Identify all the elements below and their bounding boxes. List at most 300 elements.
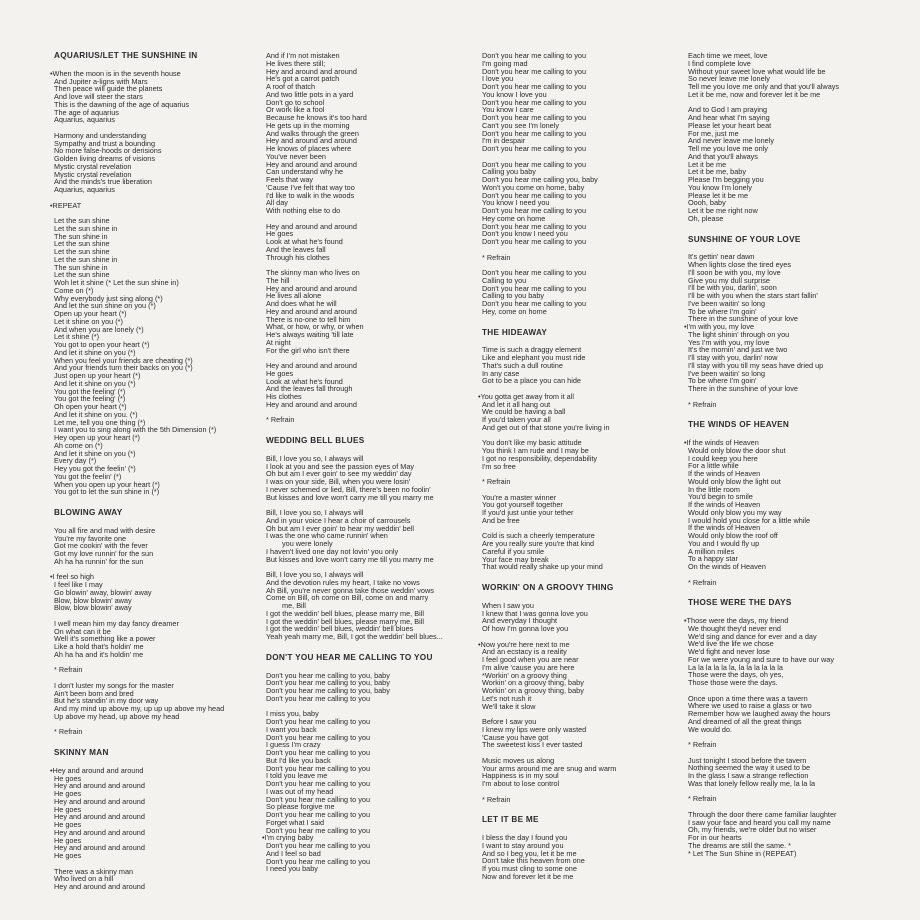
lyric-line: All day (266, 198, 288, 208)
lyric-line: Don't you hear me calling to you (266, 763, 371, 773)
lyric-line: Your arms around me are snug and warm (482, 763, 617, 773)
lyric-line: A million miles (688, 546, 735, 556)
lyric-line: Don't you hear me calling to you (266, 841, 371, 850)
lyric-line: He lives all alone (266, 291, 322, 301)
stanza (50, 217, 255, 496)
lyric-line: Of how I'm gonna love you (482, 624, 569, 633)
lyric-line: •You gotta get away from it all (478, 391, 574, 401)
lyric-line: Don't you hear me calling to you, baby (266, 686, 390, 695)
lyric-line: I'll stay with you till my seas have dried up (688, 360, 824, 370)
lyric-line: To be where I'm goin' (688, 306, 757, 316)
lyric-line: Don't you hear me calling to you (482, 82, 587, 91)
lyric-line: I knew my lips were only wasted (482, 724, 587, 734)
lyric-line: Sympathy and trust a bounding (54, 138, 156, 148)
lyric-line: I'm going mad (482, 58, 528, 68)
lyric-line: If you'd taken your all (482, 415, 551, 424)
lyric-line: Workin' on a groovy thing, baby (482, 678, 584, 688)
lyric-line: And the devotion rules my heart, I take no vows (266, 577, 420, 587)
lyric-line: Let it be me, baby (688, 167, 747, 177)
lyric-line: The sun shine in (54, 262, 108, 272)
lyric-line: Forget what I said (266, 817, 324, 827)
lyric-line: Now and forever let it be me (482, 871, 574, 881)
lyric-line: And so I beg you, let it be me (482, 848, 577, 858)
lyric-line: I was out of my head (266, 786, 334, 796)
lyric-line: If the winds of Heaven (688, 523, 761, 533)
lyric-line: When you feel your friends are cheating (*) (54, 355, 193, 365)
lyric-line: Let it be me (688, 159, 727, 169)
stanza (50, 682, 255, 721)
lyric-line: I never schemed or lied, Bill, there's been no foolin' (266, 484, 431, 494)
stanza (478, 796, 680, 804)
stanza (478, 393, 680, 432)
lyric-line: Calling you baby (482, 167, 536, 177)
song-title: WORKIN' ON A GROOVY THING (482, 583, 614, 592)
lyric-line: There was a skinny man (54, 866, 134, 876)
lyric-line: If the winds of Heaven (688, 500, 761, 509)
lyric-line: But I'd like you back (266, 755, 331, 765)
lyric-line: Well it's something like a power (54, 634, 156, 644)
lyric-line: Oh, my friends, we're older but no wiser (688, 825, 817, 835)
lyric-line: Harmony and understanding (54, 130, 147, 140)
song-title: LET IT BE ME (482, 815, 539, 825)
stanza (262, 223, 477, 262)
lyric-line: And to God I am praying (688, 105, 768, 115)
lyric-line: The sun shine in (54, 231, 108, 241)
lyric-line: * Refrain (688, 794, 717, 804)
lyric-line: Calling to you (482, 275, 527, 285)
lyric-line: I feel like I may (54, 580, 103, 589)
lyric-line: I want to stay around you (482, 840, 564, 850)
lyric-line: And does what he will (266, 299, 337, 308)
lyric-line: Let it shine on you (*) (54, 316, 123, 326)
lyric-line: And when you are lonely (*) (54, 324, 144, 334)
lyric-line: It's the mornin' and just we two (688, 345, 788, 355)
lyric-line: So never leave me lonely (688, 74, 770, 84)
lyric-line: And the minds's true liberation (54, 177, 152, 187)
lyric-line: Hey, come on home (482, 306, 547, 316)
lyric-line: I saw your face and heard you call my name (688, 817, 831, 827)
lyric-line: Don't you hear me calling to you (266, 779, 371, 788)
stanza (262, 416, 477, 424)
lyric-line: Bill, I love you so, I always will (266, 570, 364, 579)
lyric-line: * Refrain (688, 740, 717, 749)
lyric-line: We'd live the life we chose (688, 639, 774, 649)
lyric-line: Don't you hear me calling to you, baby (266, 678, 390, 688)
lyric-line: Just open up your heart (*) (54, 371, 141, 380)
song-title: WEDDING BELL BLUES (266, 436, 365, 445)
lyric-line: He goes (54, 773, 82, 783)
lyrics-column-1 (50, 52, 255, 899)
lyric-line: I was on your side, Bill, when you were losin' (266, 477, 411, 486)
lyric-line: * Refrain (688, 577, 717, 587)
lyric-line: He gets up in the morning (266, 120, 350, 130)
song-title: DON'T YOU HEAR ME CALLING TO YOU (266, 652, 433, 662)
stanza (478, 254, 680, 262)
lyric-line: Can understand why he (266, 167, 344, 177)
lyric-line: Don't go to school (266, 97, 325, 107)
lyric-line: •When the moon is in the seventh house (50, 68, 181, 78)
lyric-line: In any case (482, 368, 520, 378)
lyric-line: Don't you hear me calling to you (266, 748, 371, 757)
lyric-line: * Refrain (482, 477, 511, 486)
lyric-line: Hey and around and around (266, 399, 357, 409)
lyric-line: I'll be with you, darlin', soon (688, 283, 777, 293)
lyric-line: Hey you got the feelin' (*) (54, 464, 136, 473)
lyric-line: This is the dawning of the age of aquarius (54, 99, 190, 109)
lyric-line: He goes (54, 820, 82, 829)
lyric-line: Was that lonely fellow really me, la la la (688, 778, 816, 788)
lyric-line: Cold is such a cheerly temperature (482, 531, 595, 541)
lyric-line: Would only blow the door shut (688, 445, 786, 455)
lyric-line: For we were young and sure to have our way (688, 654, 835, 664)
lyric-line: Woh let it shine (* Let the sun shine in) (54, 278, 179, 287)
stanza (262, 455, 477, 502)
lyric-line: I'll soon be with you, my love (688, 267, 781, 277)
lyric-line: Let it shine (*) (54, 332, 100, 342)
stanza (50, 573, 255, 612)
lyric-line: Blow, blow blowin' away (54, 595, 132, 605)
lyric-line: Come on (*) (54, 285, 94, 295)
lyric-line: I bless the day I found you (482, 833, 568, 842)
stanza (684, 795, 904, 803)
lyric-line: •Now you're here next to me (478, 639, 570, 649)
lyric-line: And Jupiter a-ligns with Mars (54, 76, 148, 86)
lyric-line: For the girl who isn't there (266, 345, 350, 355)
lyric-line: Ah ha ha runnin' for the sun (54, 556, 144, 566)
lyric-line: He goes (54, 804, 82, 814)
lyric-line: Why everybody just sing along (*) (54, 293, 163, 303)
lyric-line: And let it all hang out (482, 399, 551, 409)
lyric-line: Where we used to raise a glass or two (688, 701, 812, 711)
lyric-line: Bill, I love you so, I always will (266, 453, 364, 463)
stanza (262, 362, 477, 409)
lyric-line: Ain't been born and bred (54, 688, 134, 698)
lyric-line: Don't you hear me calling to you (266, 693, 371, 703)
lyric-line: Don't you hear me calling to you (266, 732, 371, 742)
lyric-line: Got to be a place you can hide (482, 376, 581, 386)
lyric-line: Just tonight I stood before the tavern (688, 755, 807, 765)
lyric-line: He goes (54, 835, 82, 845)
lyric-line: And be free (482, 515, 520, 525)
lyric-line: If the winds of Heaven (688, 469, 761, 478)
lyric-line: We'll take it slow (482, 701, 536, 711)
lyric-line: Golden living dreams of visions (54, 154, 155, 163)
lyric-line: Would only blow you my way (688, 507, 782, 517)
lyric-line: You got the feeling' (*) (54, 386, 126, 396)
lyric-line: I guess I'm crazy (266, 740, 321, 750)
lyric-line: Would only blow the light out (688, 476, 781, 486)
lyric-line: Let me, tell you one thing (*) (54, 417, 146, 427)
lyric-line: Oh but am I ever goin' to hear my weddin' bell (266, 523, 414, 533)
lyric-line: Hey and around and around (266, 136, 357, 146)
lyric-line: Hey and around and around (266, 66, 357, 76)
lyric-line: Like a hold that's holdin' me (54, 642, 144, 651)
lyric-line: Let's not rush it (482, 693, 532, 703)
lyric-line: * Refrain (54, 665, 83, 675)
lyric-line: And two little pots in a yard (266, 89, 354, 99)
lyric-line: I could keep you here (688, 453, 758, 463)
lyric-line: I'm about to lose control (482, 779, 560, 788)
lyric-line: Ah come on (*) (54, 440, 103, 450)
lyric-line: He goes (266, 229, 294, 239)
lyric-line: Who lived on a hill (54, 874, 114, 884)
lyric-line: Don't you hear me calling to you, baby (266, 670, 390, 680)
lyric-line: Hey and around and around (54, 781, 145, 791)
stanza (684, 253, 904, 393)
lyric-line: We would do. (688, 724, 733, 734)
stanza (262, 710, 477, 873)
lyric-line: Don't you hear me calling to you (266, 810, 371, 819)
lyric-line: And let it shine on you. (*) (54, 409, 138, 419)
lyric-line: We could be having a ball (482, 407, 566, 417)
stanza (684, 52, 904, 99)
lyric-line: I don't luster my songs for the master (54, 680, 174, 690)
lyric-line: You know I love you (482, 89, 547, 99)
stanza (262, 269, 477, 354)
lyric-line: And let it shine on you (*) (54, 378, 136, 388)
lyric-line: Feels that way (266, 175, 314, 184)
lyric-line: Don't you hear me calling to you (482, 66, 587, 76)
lyric-line: Through the door there came familiar laughter (688, 809, 837, 819)
lyric-line: Your face may break (482, 554, 549, 564)
lyric-line: You know I'm lonely (688, 182, 752, 192)
stanza (50, 666, 255, 674)
lyric-line: Let the sun shine (54, 239, 110, 249)
lyric-line: Don't you hear me calling to you (482, 97, 587, 107)
song-title: THE WINDS OF HEAVEN (688, 420, 790, 430)
lyric-line: And if I'm not mistaken (266, 51, 340, 60)
lyric-line: Hey and around and around (266, 159, 357, 169)
lyric-line: Don't you hear me calling to you (482, 159, 587, 169)
lyric-line: Let the sun shine (54, 247, 110, 256)
lyric-line: Those those were the days. (688, 678, 778, 687)
lyric-line: Don't take this heaven from one (482, 856, 585, 866)
stanza (478, 532, 680, 571)
lyric-line: He goes (266, 368, 294, 378)
stanza (50, 132, 255, 194)
lyric-line: At night (266, 337, 291, 347)
lyric-line: And let it shine on you (*) (54, 347, 136, 357)
lyric-line: •I feel so high (50, 572, 94, 582)
lyrics-column-3 (478, 52, 680, 888)
stanza (478, 641, 680, 711)
lyric-line: I'm alive 'cause you are here (482, 662, 575, 672)
lyric-line: Music moves us along (482, 755, 555, 765)
lyric-line: And the leaves fall through (266, 384, 353, 394)
stanza (478, 757, 680, 788)
lyric-line: For in our hearts (688, 833, 742, 842)
lyric-line: you were lonely (282, 539, 333, 548)
lyric-line: •Hey and around and around (50, 765, 144, 775)
lyric-line: He goes (54, 789, 82, 798)
lyric-line: On what can it be (54, 626, 111, 636)
lyric-line: I feel good when you are near (482, 655, 579, 664)
lyric-line: Got my love runnin' for the sun (54, 549, 154, 558)
stanza (262, 52, 477, 215)
lyric-line: But kisses and love won't carry me till you marry me (266, 554, 434, 564)
lyric-line: He goes (54, 851, 82, 860)
lyric-line: That's such a dull routine (482, 360, 563, 370)
lyric-line: Look at what he's found (266, 376, 343, 386)
lyric-line: You're a master winner (482, 492, 557, 502)
stanza (478, 52, 680, 153)
lyric-line: Don't you hear me calling to you (266, 825, 371, 835)
lyric-line: But he's standin' in my door way (54, 696, 159, 706)
lyric-line: Don't you hear me calling to you (482, 206, 587, 215)
lyric-line: Open up your heart (*) (54, 309, 127, 318)
lyric-line: I got no responsibility, dependability (482, 453, 598, 463)
stanza (50, 868, 255, 891)
lyric-line: Don't you hear me calling to you (482, 51, 587, 60)
lyric-line: To be where I'm goin' (688, 376, 757, 386)
stanza (50, 70, 255, 124)
lyric-line: The skinny man who lives on (266, 268, 360, 277)
lyric-line: I was the one who came runnin' when (266, 531, 388, 541)
lyric-line: His clothes (266, 392, 302, 401)
stanza (684, 617, 904, 687)
lyric-line: And that you'll always (688, 151, 758, 161)
lyric-line: He's always waiting 'till late (266, 330, 354, 339)
lyric-line: Workin' on a groovy thing, baby (482, 686, 584, 695)
lyric-line: Because he knows it's too hard (266, 113, 367, 122)
lyric-line: Like and elephant you must ride (482, 353, 586, 362)
lyric-line: Please I'm begging you (688, 175, 764, 184)
lyric-line: And let it shine on you (*) (54, 448, 136, 458)
lyric-line: You got the feelin' (*) (54, 471, 122, 481)
stanza (684, 106, 904, 222)
lyric-line: •I'm with you, my love (684, 322, 755, 331)
lyric-line: You don't like my basic attitude (482, 438, 582, 448)
lyric-line: Hey and around and around (54, 843, 145, 853)
lyric-line: What, or how, or why, or when (266, 322, 364, 332)
lyric-line: Hey and around and around (266, 306, 357, 316)
lyric-line: You know I care (482, 105, 534, 115)
lyric-line: I find complete love (688, 58, 751, 68)
lyrics-column-4 (684, 52, 904, 865)
lyric-line: Oh but am I ever goin' to see my weddin' day (266, 469, 412, 479)
stanza (684, 439, 904, 571)
lyric-line: Let it be me, now and forever let it be me (688, 89, 821, 99)
lyric-line: Tell me you love me only (688, 144, 768, 153)
lyric-line: He lives there still; (266, 58, 326, 68)
lyric-line: I haven't lived one day not lovin' you only (266, 546, 399, 556)
lyric-line: It's gettin' near dawn (688, 252, 755, 262)
lyric-line: You've never been (266, 151, 326, 161)
stanza (478, 346, 680, 385)
lyric-line: Come on Bill, oh come on Bill, come on and marry (266, 593, 429, 603)
lyric-line: Oh, please (688, 213, 724, 223)
song-title: AQUARIUS/LET THE SUNSHINE IN (54, 51, 198, 60)
lyric-line: If you'd just untie your tether (482, 508, 574, 517)
lyric-line: The hill (266, 275, 290, 285)
lyric-line: The sweetest kiss I ever tasted (482, 740, 583, 750)
lyric-line: In the little room (688, 484, 740, 494)
lyric-line: •I'm crying baby (262, 833, 314, 843)
stanza (684, 401, 904, 409)
lyric-line: You got yourself together (482, 500, 563, 510)
lyric-line: * Refrain (54, 727, 83, 737)
lyric-line: Tell me you love me only and that you'll always (688, 82, 840, 91)
stanza (50, 767, 255, 860)
lyric-line: To a happy star (688, 554, 738, 564)
stanza (262, 571, 477, 641)
lyric-line: Time is such a draggy element (482, 345, 582, 355)
lyric-line: Would only blow the roof off (688, 531, 778, 540)
lyric-line: He knows of places where (266, 144, 352, 153)
lyric-line: * Refrain (266, 415, 295, 425)
lyric-line: Don't you hear me calling to you (482, 113, 587, 122)
stanza (478, 478, 680, 486)
lyric-line: I want you back (266, 724, 317, 734)
lyric-line: A roof of thatch (266, 82, 316, 91)
lyric-line: Then peace will guide the planets (54, 84, 163, 94)
lyric-line: There in the sunshine of your love (688, 314, 798, 324)
lyric-line: You and I would fly up (688, 538, 760, 548)
stanza (262, 509, 477, 563)
lyric-line: There in the sunshine of your love (688, 384, 798, 393)
lyric-line: Oooh, baby (688, 198, 726, 208)
stanza (478, 834, 680, 881)
lyric-line: Ah Bill, you're never gonna take those weddin' vows (266, 585, 434, 595)
lyric-line: Nothing seemed the way it used to be (688, 763, 811, 773)
lyric-line: The light shinin' through on you (688, 329, 790, 339)
lyric-line: Don't you hear me calling to you (482, 144, 587, 153)
lyric-line: Got me cookin' with the fever (54, 541, 148, 551)
stanza (478, 494, 680, 525)
lyric-line: Before I saw you (482, 717, 537, 726)
lyric-line: Blow, blow blowin' away (54, 603, 132, 613)
lyric-line: I knew that I was gonna love you (482, 608, 588, 618)
lyric-line: I got the weddin' bell blues, please marry me, Bill (266, 616, 424, 626)
lyric-line: Give you my dull surprise (688, 275, 770, 285)
lyric-line: You're my favorite one (54, 533, 127, 543)
lyric-line: I'll stay with you, darlin' now (688, 353, 778, 362)
lyric-line: And my mind up above my, up up up above my head (54, 704, 225, 713)
stanza (684, 811, 904, 858)
lyric-line: You think I am rude and I may be (482, 446, 589, 455)
lyric-line: Don't you hear me calling to you (482, 190, 587, 200)
lyric-line: You got the feeling' (*) (54, 394, 126, 404)
lyric-line: I want you to sing along with the 5th Dimension (*) (54, 425, 217, 435)
lyric-line: Calling to you baby (482, 291, 545, 301)
lyric-line: On the winds of Heaven (688, 562, 766, 571)
lyric-line: Don't you hear me calling to you (266, 717, 371, 726)
song-title: BLOWING AWAY (54, 508, 123, 517)
song-title: SUNSHINE OF YOUR LOVE (688, 234, 801, 244)
lyric-line: Mystic crystal revelation (54, 161, 132, 171)
lyric-line: No more false-hoods or derisions (54, 146, 162, 156)
lyric-line: Don't you hear me calling to you (482, 283, 587, 293)
lyric-line: Please let your heart beat (688, 120, 772, 130)
stanza (50, 728, 255, 736)
lyric-line: •Those were the days, my friend (684, 616, 789, 625)
lyric-line: And hear what I'm saying (688, 113, 770, 122)
lyric-line: Yeah yeah marry me, Bill, I got the weddin' bell blues... (266, 632, 443, 641)
stanza (684, 741, 904, 749)
lyric-line: Let the sun shine in (54, 254, 118, 264)
lyric-line: I've been waitin' so long (688, 368, 766, 378)
lyric-line: So please forgive me (266, 802, 335, 812)
lyric-line: You got to let the sun shine in (*) (54, 487, 160, 497)
lyric-line: Go blowin' away, blowin' away (54, 587, 152, 597)
lyric-line: And everyday I thought (482, 616, 558, 626)
lyric-line: He's got a carrot patch (266, 74, 340, 84)
lyric-line: Don't you know I need you (482, 229, 568, 239)
lyric-line: But kisses and love won't carry me till you marry me (266, 492, 434, 502)
lyric-line: There is no-one to tell him (266, 314, 351, 324)
lyric-line: That would really shake up your mind (482, 562, 603, 572)
lyric-line: Don't you hear me calling to you (482, 299, 587, 308)
